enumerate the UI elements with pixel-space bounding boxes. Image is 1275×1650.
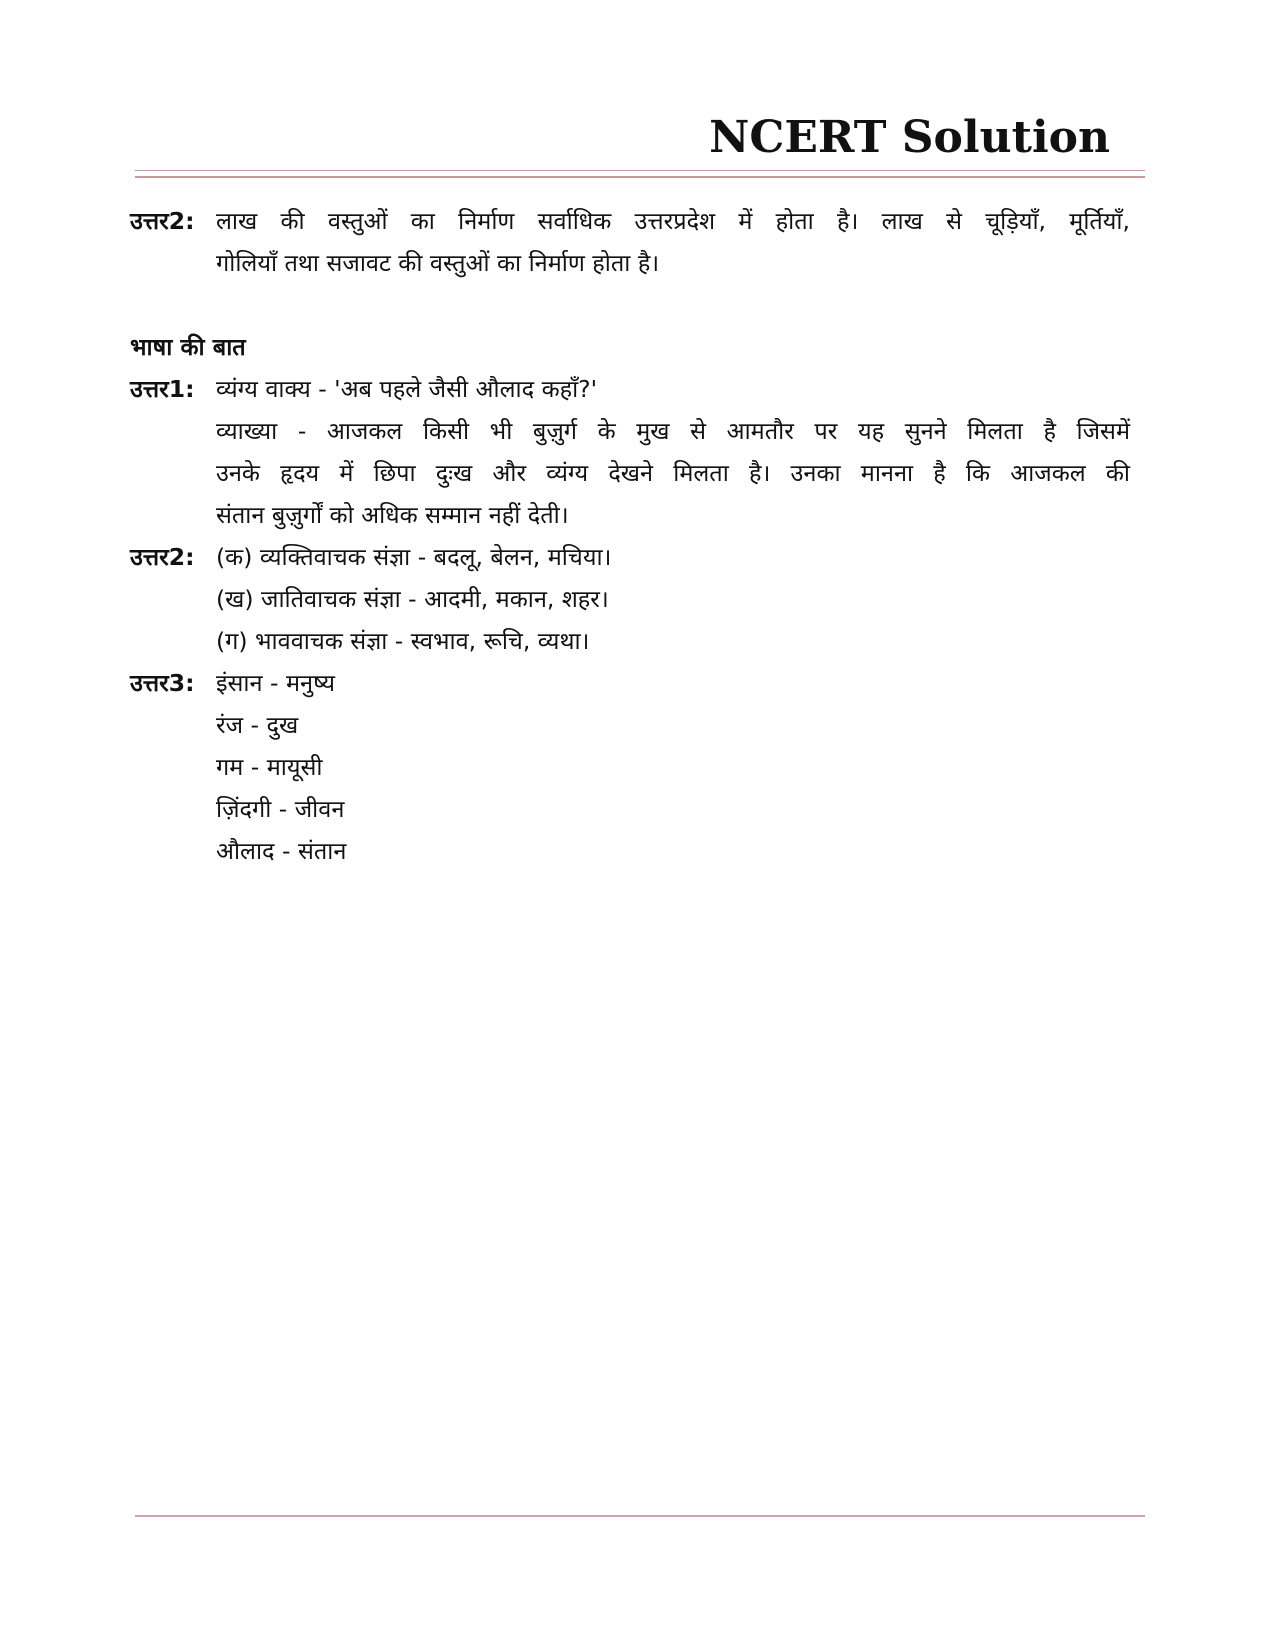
answer-line: संतान बुज़ुर्गों को अधिक सम्मान नहीं देती। [216,501,569,529]
answer-line: रंज - दुख [216,711,299,739]
answer-2 [130,536,1130,662]
answer-label: उत्तर2: [130,543,195,571]
page-header-title: NCERT Solution [709,112,1110,163]
footer-divider [135,1515,1145,1517]
section-heading: भाषा की बात [130,333,246,361]
answer-line: व्याख्या - आजकल किसी भी बुज़ुर्ग के मुख से आमतौर पर यह सुनने मिलता है जिसमें [216,417,1130,445]
answer-1 [130,368,1130,536]
answer-line: औलाद - संतान [216,837,347,865]
answer-2-intro [130,200,1130,284]
answer-line: उनके हृदय में छिपा दुःख और व्यंग्य देखने मिलता है। उनका मानना है कि आजकल की [216,459,1130,487]
answer-text [216,368,1130,536]
answer-line: (क) व्यक्तिवाचक संज्ञा - बदलू, बेलन, मचिया। [216,543,612,571]
answer-line: गोलियाँ तथा सजावट की वस्तुओं का निर्माण होता है। [216,249,660,277]
answer-line: लाख की वस्तुओं का निर्माण सर्वाधिक उत्तरप्रदेश में होता है। लाख से चूड़ियाँ, मूर्तियाँ, [216,207,1130,235]
answer-line: (ग) भाववाचक संज्ञा - स्वभाव, रूचि, व्यथा। [216,627,590,655]
answer-line: (ख) जातिवाचक संज्ञा - आदमी, मकान, शहर। [216,585,609,613]
answer-text [216,200,1130,284]
answer-label: उत्तर1: [130,375,195,403]
header-divider [135,170,1145,178]
answer-label: उत्तर3: [130,669,195,697]
answer-line: गम - मायूसी [216,753,323,781]
answer-line: ज़िंदगी - जीवन [216,795,345,823]
answer-line: इंसान - मनुष्य [216,669,336,697]
answer-line: व्यंग्य वाक्य - 'अब पहले जैसी औलाद कहाँ?' [216,375,598,403]
answer-3 [130,662,1130,872]
answer-text [216,536,1130,662]
document-body [130,200,1130,872]
answer-label: उत्तर2: [130,207,195,235]
answer-text [216,662,1130,872]
